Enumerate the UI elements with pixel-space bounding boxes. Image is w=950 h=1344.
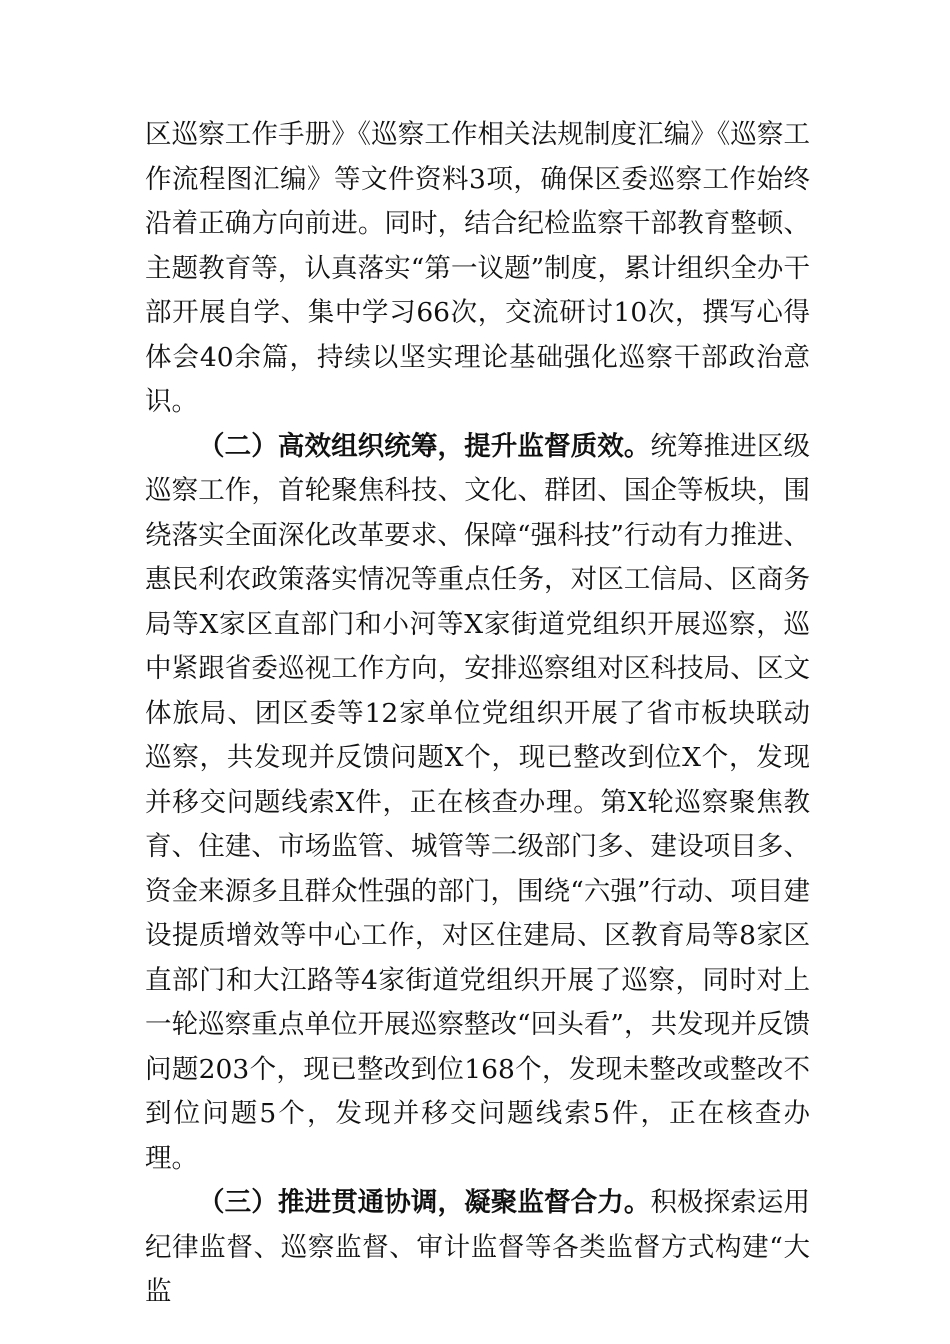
paragraph-1 — [145, 113, 810, 425]
paragraph-2-text: 统筹推进区级巡察工作，首轮聚焦科技、文化、群团、国企等板块，围绕落实全面深化改革要求、保障“强科技”行动有力推进、惠民利农政策落实情况等重点任务，对区工信局、区商务局等X家区直部门和小河等X家街道党组织开展巡察，巡中紧跟省委巡视工作方向，安排巡察组对区科技局、区文体旅局、团区委等12家单位党组织开展了省市板块联动巡察，共发现并反馈问题X个，现已整改到位X个，发现并移交问题线索X件，正在核查办理。第X轮巡察聚焦教育、住建、市场监管、城管等二级部门多、建设项目多、资金来源多且群众性强的部门，围绕“六强”行动、项目建设提质增效等中心工作，对区住建局、区教育局等8家区直部门和大江路等4家街道党组织开展了巡察，同时对上一轮巡察重点单位开展巡察整改“回头看”，共发现并反馈问题203个，现已整改到位168个，发现未整改或整改不到位问题5个，发现并移交问题线索5件，正在核查办理。 — [145, 430, 811, 1174]
section-heading-3: （三）推进贯通协调，凝聚监督合力。 — [198, 1187, 651, 1218]
section-heading-2: （二）高效组织统筹，提升监督质效。 — [198, 430, 651, 462]
paragraph-3 — [145, 1181, 810, 1315]
document-body — [145, 113, 810, 1315]
paragraph-1-text: 区巡察工作手册》《巡察工作相关法规制度汇编》《巡察工作流程图汇编》等文件资料3项，确保区委巡察工作始终沿着正确方向前进。同时，结合纪检监察干部教育整顿、主题教育等，认真落实“第一议题”制度，累计组织全办干部开展自学、集中学习66次，交流研讨10次，撰写心得体会40余篇，持续以坚实理论基础强化巡察干部政治意识。 — [145, 119, 810, 417]
paragraph-3-text: 积极探索运用纪律监督、巡察监督、审计监督等各类监督方式构建“大监 — [145, 1187, 811, 1307]
paragraph-2 — [145, 425, 810, 1182]
